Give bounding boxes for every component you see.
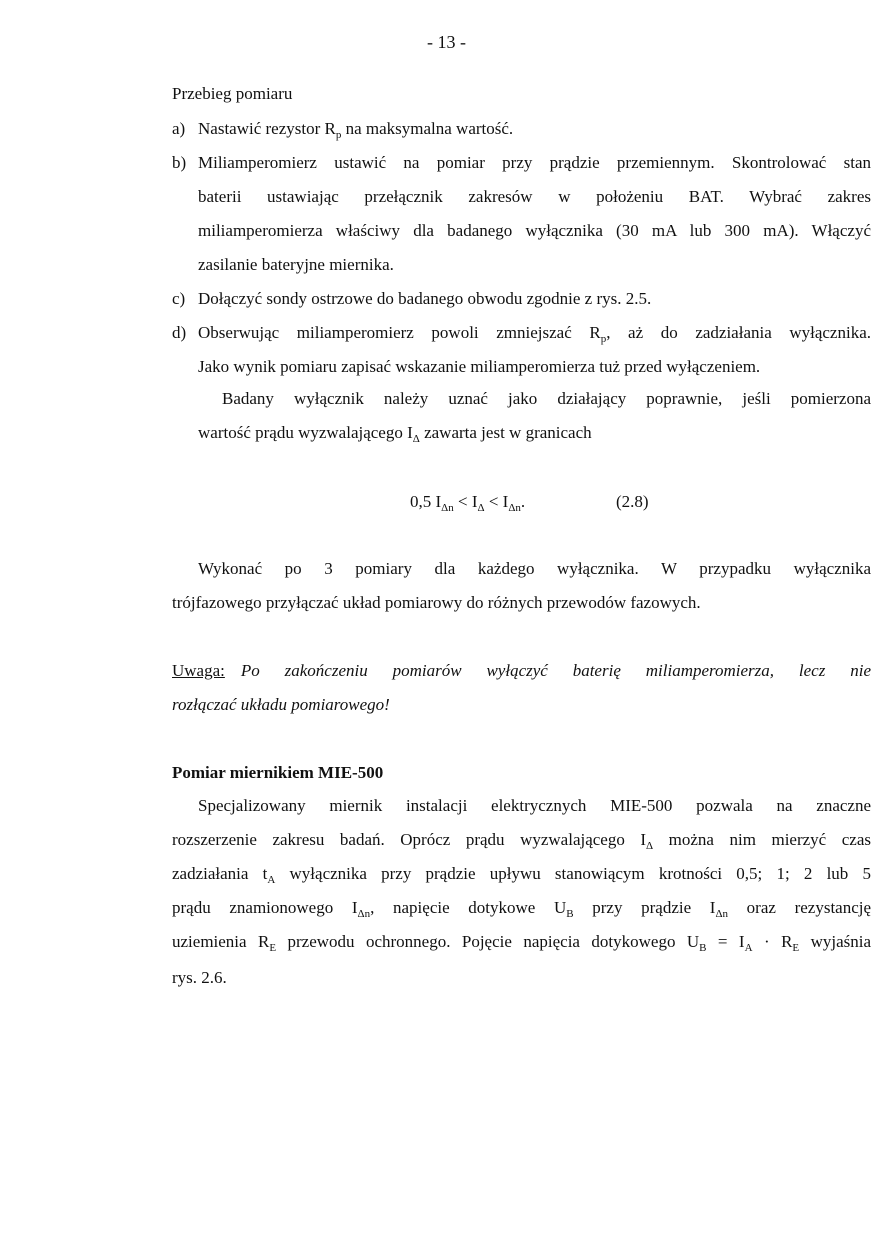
item-text: , aż do zadziałania wyłącznika. [606,323,871,342]
text: · R [752,932,793,951]
list-item-d-line1 [198,321,871,345]
paragraph-line: Wykonać po 3 pomiary dla każdego wyłącznika. W przypadku wyłącznika [198,559,871,578]
list-label: b) [172,153,187,172]
paragraph-line [172,828,871,852]
list-item-b-line4: zasilanie bateryjne miernika. [198,255,394,274]
section-title-mie500: Pomiar miernikiem MIE-500 [172,763,384,782]
item-text: na maksymalna wartość. [341,119,514,138]
subscript: E [792,942,800,954]
text: , napięcie dotykowe U [370,898,567,917]
eq-text: < I [453,492,478,511]
text: przewodu ochronnego. Pojęcie napięcia dotykowego U [276,932,700,951]
subscript: B [566,908,574,920]
list-label: c) [172,289,186,308]
subscript: p [600,333,607,345]
list-item-b-line2: baterii ustawiając przełącznik zakresów w położeniu BAT. Wybrać zakres [198,187,871,206]
paragraph-line: rys. 2.6. [172,968,227,987]
text: prądu znamionowego I [172,898,358,917]
eq-text: 0,5 I [410,492,442,511]
subscript: p [335,129,342,141]
subscript: B [699,942,707,954]
item-text: Nastawić rezystor R [198,119,336,138]
paragraph-line: Badany wyłącznik należy uznać jako działający poprawnie, jeśli pomierzona [222,389,871,408]
paragraph-line [172,930,871,954]
item-text: Obserwując miliamperomierz powoli zmniejszać R [198,323,601,342]
list-item-c [172,287,651,311]
text: zawarta jest w granicach [419,423,592,442]
text: oraz rezystancję [728,898,872,917]
note-label: Uwaga: [172,661,225,680]
text: = I [706,932,745,951]
subscript: Δn [441,502,454,514]
list-item-b-line3: miliamperomierza właściwy dla badanego wyłącznika (30 mA lub 300 mA). Włączyć [198,221,871,240]
subscript: Δn [715,908,729,920]
paragraph-line: trójfazowego przyłączać układ pomiarowy do różnych przewodów fazowych. [172,593,701,612]
eq-text: . [520,492,526,511]
list-item-a [172,117,513,141]
text: można nim mierzyć czas [653,830,871,849]
list-item-d-line2: Jako wynik pomiaru zapisać wskazanie miliamperomierza tuż przed wyłączeniem. [198,357,761,376]
subscript: Δn [508,502,521,514]
text: wartość prądu wyzwalającego I [198,423,413,442]
paragraph-line [198,421,592,445]
text: przy prądzie I [573,898,716,917]
list-item-b-line1: Miliamperomierz ustawić na pomiar przy prądzie przemiennym. Skontrolować stan [198,153,871,172]
text: zadziałania t [172,864,268,883]
subscript: Δ [477,502,485,514]
item-text: Dołączyć sondy ostrzowe do badanego obwodu zgodnie z rys. 2.5. [198,289,652,308]
note-text: Po zakończeniu pomiarów wyłączyć baterię miliamperomierza, lecz nie [240,661,871,680]
paragraph-line [172,862,871,886]
paragraph-line: Specjalizowany miernik instalacji elektrycznych MIE-500 pozwala na znaczne [198,796,871,815]
subscript: Δn [357,908,371,920]
paragraph-line [172,896,871,920]
subscript: A [267,874,276,886]
text: wyłącznika przy prądzie upływu stanowiącym krotności 0,5; 1; 2 lub 5 [275,864,871,883]
eq-text: < I [484,492,509,511]
text: rozszerzenie zakresu badań. Oprócz prądu wyzwalającego I [172,830,647,849]
note [172,659,871,683]
text: uziemienia R [172,932,270,951]
section-title-przebieg: Przebieg pomiaru [172,84,293,103]
list-label: a) [172,119,186,138]
subscript: Δ [412,433,420,445]
page-number: - 13 - [427,32,466,52]
list-item-b-label [172,151,198,175]
note-text-line2: rozłączać układu pomiarowego! [172,695,390,714]
subscript: A [744,942,753,954]
subscript: E [269,942,277,954]
equation [410,490,525,514]
list-item-d-label [172,321,198,345]
subscript: Δ [646,840,654,852]
text: wyjaśnia [799,932,872,951]
equation-number: (2.8) [616,492,649,511]
list-label: d) [172,323,187,342]
